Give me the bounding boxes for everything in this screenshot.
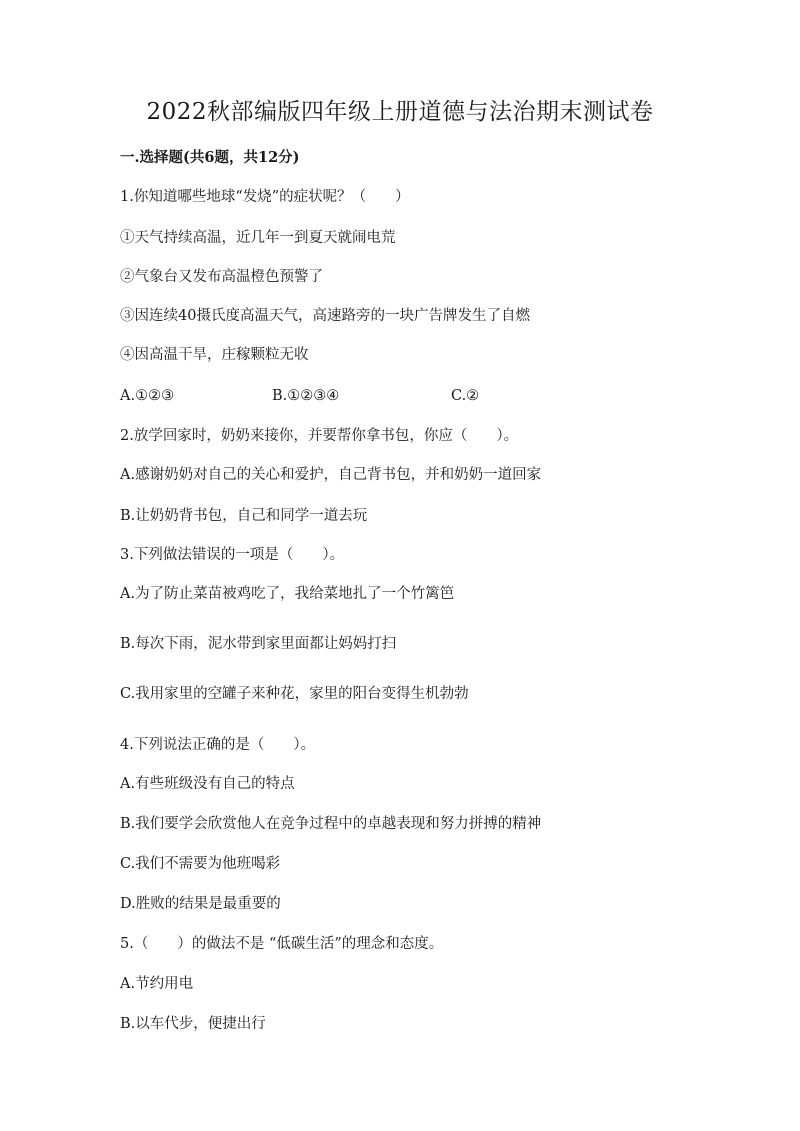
question-1-option-a: A.①②③ xyxy=(120,388,175,404)
question-1-item-3: ③因连续40摄氏度高温天气，高速路旁的一块广告牌发生了自燃 xyxy=(120,308,530,324)
question-5-stem: 5.（ ）的做法不是 “低碳生活”的理念和态度。 xyxy=(120,936,444,952)
question-1-option-b: B.①②③④ xyxy=(272,388,340,404)
question-4-option-d: D.胜败的结果是最重要的 xyxy=(120,896,281,912)
question-5-option-a: A.节约用电 xyxy=(120,976,194,992)
question-1-item-4: ④因高温干旱，庄稼颗粒无收 xyxy=(120,347,309,363)
question-2-stem: 2.放学回家时，奶奶来接你，并要帮你拿书包，你应（ ）。 xyxy=(120,428,519,444)
question-3-stem: 3.下列做法错误的一项是（ ）。 xyxy=(120,547,345,563)
question-2-option-b: B.让奶奶背书包，自己和同学一道去玩 xyxy=(120,508,368,524)
question-4-stem: 4.下列说法正确的是（ ）。 xyxy=(120,737,316,753)
question-1-option-c: C.② xyxy=(451,388,480,404)
exam-title: 2022秋部编版四年级上册道德与法治期末测试卷 xyxy=(146,99,654,125)
question-2-option-a: A.感谢奶奶对自己的关心和爱护，自己背书包，并和奶奶一道回家 xyxy=(120,467,542,483)
question-1-stem: 1.你知道哪些地球“发烧”的症状呢？（ ） xyxy=(120,189,410,205)
question-1-item-2: ②气象台又发布高温橙色预警了 xyxy=(120,269,323,285)
question-3-option-c: C.我用家里的空罐子来种花，家里的阳台变得生机勃勃 xyxy=(120,686,469,702)
question-5-option-b: B.以车代步，便捷出行 xyxy=(120,1016,266,1032)
section-heading: 一.选择题(共6题，共12分) xyxy=(120,149,300,166)
question-3-option-a: A.为了防止菜苗被鸡吃了，我给菜地扎了一个竹篱笆 xyxy=(120,586,455,602)
question-4-option-b: B.我们要学会欣赏他人在竞争过程中的卓越表现和努力拼搏的精神 xyxy=(120,816,542,832)
question-4-option-c: C.我们不需要为他班喝彩 xyxy=(120,856,281,872)
question-4-option-a: A.有些班级没有自己的特点 xyxy=(120,776,295,792)
question-1-item-1: ①天气持续高温，近几年一到夏天就闹电荒 xyxy=(120,230,396,246)
question-3-option-b: B.每次下雨，泥水带到家里面都让妈妈打扫 xyxy=(120,636,397,652)
